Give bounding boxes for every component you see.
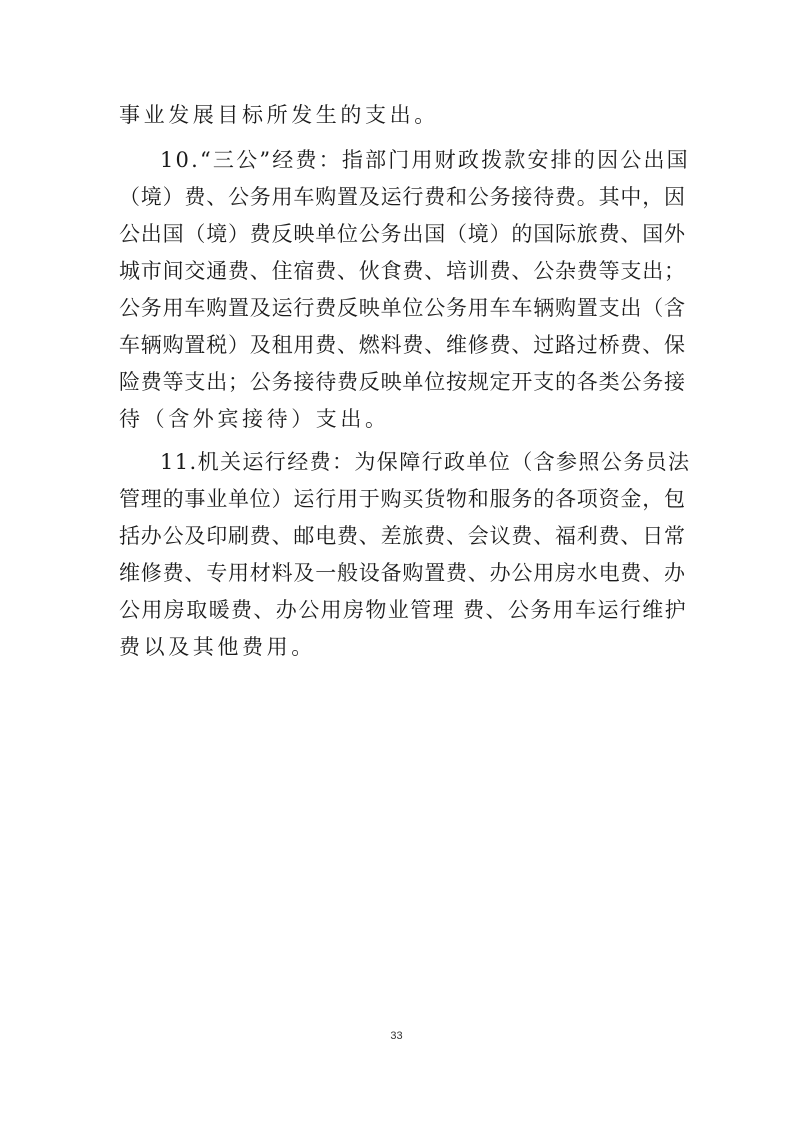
- text-line: （境）费、公务用车购置及运行费和公务接待费。其中，因: [119, 185, 686, 209]
- text-line: 待（含外宾接待）支出。: [119, 407, 390, 431]
- text-line: 管理的事业单位）运行用于购买货物和服务的各项资金，包: [119, 487, 686, 511]
- text-line: 险费等支出；公务接待费反映单位按规定开支的各类公务接: [119, 370, 686, 394]
- text-line: 事业发展目标所发生的支出。: [119, 103, 439, 127]
- text-line: 车辆购置税）及租用费、燃料费、维修费、过路过桥费、保: [119, 333, 686, 357]
- page-number: 33: [390, 1030, 403, 1042]
- text-line: 费以及其他费用。: [119, 635, 316, 659]
- text-line: 公用房取暖费、办公用房物业管理 费、公务用车运行维护: [119, 598, 688, 622]
- text-line: 城市间交通费、住宿费、伙食费、培训费、公杂费等支出；: [119, 259, 686, 283]
- paragraph-11-heading-line: 11.机关运行经费：为保障行政单位（含参照公务员法: [160, 450, 691, 474]
- text-line: 括办公及印刷费、邮电费、差旅费、会议费、福利费、日常: [119, 524, 686, 548]
- paragraph-10-heading-line: 10.“三公”经费：指部门用财政拨款安排的因公出国: [160, 148, 690, 172]
- text-line: 公务用车购置及运行费反映单位公务用车车辆购置支出（含: [119, 296, 686, 320]
- text-line: 公出国（境）费反映单位公务出国（境）的国际旅费、国外: [119, 222, 686, 246]
- text-line: 维修费、专用材料及一般设备购置费、办公用房水电费、办: [119, 561, 686, 585]
